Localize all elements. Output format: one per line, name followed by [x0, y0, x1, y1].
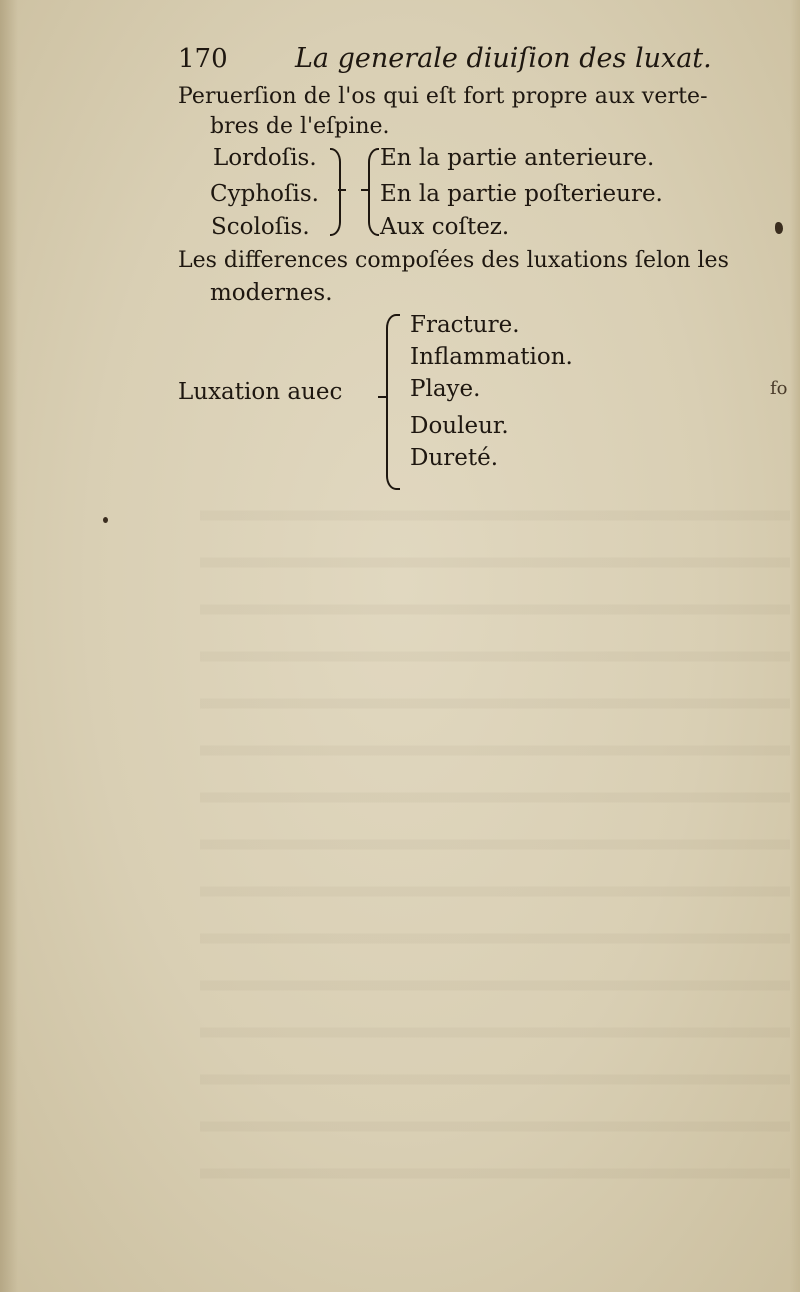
- margin-mark: fo: [770, 378, 788, 399]
- place-sides: Aux coſtez.: [380, 214, 510, 240]
- term-lordosis: Lordoſis.: [213, 145, 317, 171]
- ink-speck: [103, 517, 108, 523]
- list-brace-point: [378, 396, 386, 398]
- ink-blot-mark: [775, 222, 783, 234]
- differences-line-1: Les differences compoſées des luxations ſelon les: [178, 248, 729, 273]
- term-scolosis: Scoloſis.: [211, 214, 310, 240]
- complication-playe: Playe.: [410, 376, 481, 402]
- differences-line-2: modernes.: [210, 280, 333, 306]
- closing-brace: [330, 148, 341, 236]
- brace-point-right: [338, 189, 346, 191]
- complication-douleur: Douleur.: [410, 413, 509, 439]
- luxation-label: Luxation auec: [178, 379, 343, 405]
- list-brace: [386, 314, 400, 490]
- opening-brace: [368, 148, 379, 236]
- complication-inflammation: Inflammation.: [410, 344, 573, 370]
- complication-fracture: Fracture.: [410, 312, 520, 338]
- term-cyphosis: Cyphoſis.: [210, 181, 319, 207]
- brace-point-left: [361, 189, 369, 191]
- running-title: La generale diuiſion des luxat.: [295, 43, 712, 74]
- place-posterior: En la partie poſterieure.: [380, 181, 663, 207]
- page-number: 170: [178, 44, 228, 74]
- page-gutter-shadow: [0, 0, 18, 1292]
- text-line-1: Peruerſion de l'os qui eſt fort propre aux verte-: [178, 84, 708, 109]
- place-anterior: En la partie anterieure.: [380, 145, 655, 171]
- complication-durete: Dureté.: [410, 445, 499, 471]
- text-line-2: bres de l'eſpine.: [210, 114, 390, 139]
- reverse-side-bleed-through: [200, 480, 790, 1180]
- page-edge-shadow: [790, 0, 800, 1292]
